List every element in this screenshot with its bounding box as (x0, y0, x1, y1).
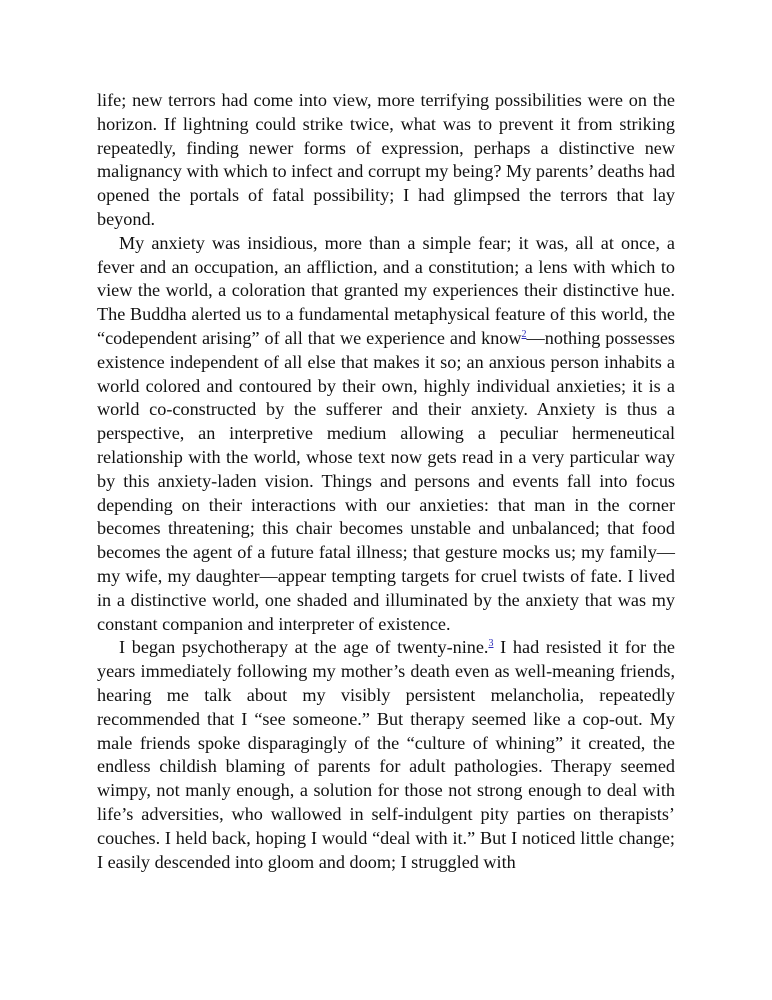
paragraph-text: —nothing possesses existence independent of all else that makes it so; an anxious person inhabits a world colored and contoured by their own, highly individual anxieties; it is a world co-constructed by the sufferer and their anxiety. Anxiety is thus a perspective, an interpretive medium allowing a peculiar hermeneutical relationship with the world, whose text now gets read in a very particular way by this anxiety-laden vision. Things and persons and events fall into focus depending on their interactions with our anxieties: that man in the corner becomes threatening; this chair becomes unstable and unbalanced; that food becomes the agent of a future fatal illness; that gesture mocks us; my family—my wife, my daughter—appear tempting targets for cruel twists of fate. I lived in a distinctive world, one shaded and illuminated by the anxiety that was my constant companion and interpreter of existence. (97, 327, 675, 634)
paragraph-1 (97, 89, 675, 232)
footnote-link-2[interactable]: 2 (521, 328, 527, 340)
paragraph-text: I had resisted it for the years immediately following my mother’s death even as well-meaning friends, hearing me talk about my visibly persistent melancholia, repeatedly recommended that I “see someone.” But therapy seemed like a cop-out. My male friends spoke disparagingly of the “culture of whining” it created, the endless childish blaming of parents for adult pathologies. Therapy seemed wimpy, not manly enough, a solution for those not strong enough to deal with life’s adversities, who wallowed in self-indulgent pity parties on therapists’ couches. I held back, hoping I would “deal with it.” But I noticed little change; I easily descended into gloom and doom; I struggled with (97, 637, 675, 872)
paragraph-text: life; new terrors had come into view, more terrifying possibilities were on the horizon. If lightning could strike twice, what was to prevent it from striking repeatedly, finding newer forms of expression, perhaps a distinctive new malignancy with which to infect and corrupt my being? My parents’ deaths had opened the portals of fatal possibility; I had glimpsed the terrors that lay beyond. (97, 90, 675, 229)
paragraph-2 (97, 232, 675, 637)
paragraph-text: My anxiety was insidious, more than a simple fear; it was, all at once, a fever and an occupation, an affliction, and a constitution; a lens with which to view the world, a coloration that granted my experiences their distinctive hue. The Buddha alerted us to a fundamental metaphysical feature of this world, the “codependent arising” of all that we experience and know (97, 232, 675, 348)
document-page (97, 89, 675, 874)
footnote-link-3[interactable]: 3 (488, 638, 494, 650)
paragraph-text: I began psychotherapy at the age of twenty-nine. (119, 637, 489, 658)
paragraph-3 (97, 636, 675, 874)
